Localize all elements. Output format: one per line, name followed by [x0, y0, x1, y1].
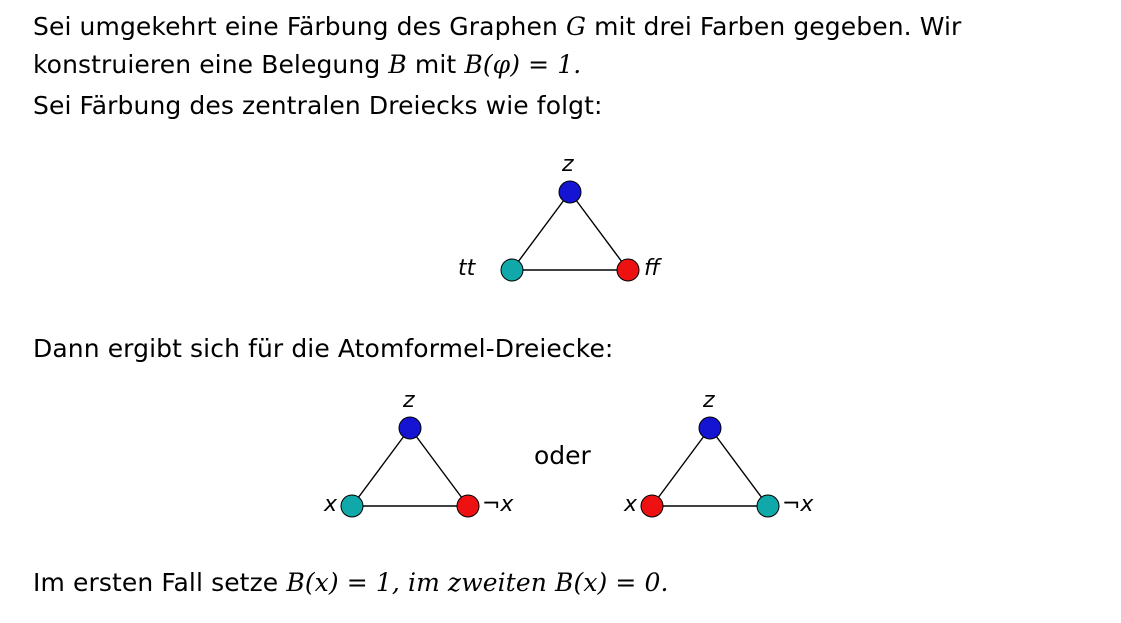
assignment-symbol-b-4: B [554, 568, 574, 597]
connector-oder: oder [534, 441, 591, 470]
paragraph-2-formula: (φ) = 1. [482, 50, 582, 79]
node-z [399, 417, 421, 439]
paragraph-5 [33, 564, 669, 602]
label-z-central: z [562, 152, 574, 177]
atom-triangle-left-svg [300, 396, 560, 526]
node-not-x [457, 495, 479, 517]
node-z [699, 417, 721, 439]
assignment-symbol-b-2: B [464, 50, 483, 79]
paragraph-2 [33, 46, 581, 84]
central-triangle-svg [440, 160, 700, 290]
node-z [559, 181, 581, 203]
label-not-x-atom-right: ¬x [782, 492, 814, 517]
node-not-x [757, 495, 779, 517]
paragraph-2-text-a: konstruieren eine Belegung [33, 50, 389, 79]
node-ff [617, 259, 639, 281]
assignment-symbol-b-1: B [388, 50, 407, 79]
central-triangle-diagram [440, 152, 700, 290]
label-z-atom-right: z [703, 388, 715, 413]
node-x [341, 495, 363, 517]
triangle-outline [512, 192, 628, 270]
label-not-x-atom-left: ¬x [482, 492, 514, 517]
label-ff: ff [644, 256, 660, 281]
paragraph-1-text-b: mit drei Farben gegeben. Wir [586, 12, 962, 41]
atom-triangle-left-diagram [300, 388, 560, 526]
paragraph-4: Dann ergibt sich für die Atomformel-Dreiecke: [33, 334, 614, 363]
triangle-outline [652, 428, 768, 506]
node-tt [501, 259, 523, 281]
paragraph-1-text-a: Sei umgekehrt eine Färbung des Graphen [33, 12, 566, 41]
paragraph-2-text-b: mit [406, 50, 465, 79]
label-z-atom-left: z [403, 388, 415, 413]
triangle-outline [352, 428, 468, 506]
label-x-atom-left: x [324, 492, 338, 517]
paragraph-5-text-a: Im ersten Fall setze [33, 568, 287, 597]
node-x [641, 495, 663, 517]
paragraph-1 [33, 8, 961, 46]
label-x-atom-right: x [624, 492, 638, 517]
atom-triangle-right-diagram [600, 388, 860, 526]
paragraph-5-formula-1: (x) = 1, im zweiten [304, 568, 555, 597]
graph-symbol-g: G [565, 12, 587, 41]
paragraph-3: Sei Färbung des zentralen Dreiecks wie folgt: [33, 91, 603, 120]
atom-triangle-right-svg [600, 396, 860, 526]
assignment-symbol-b-3: B [286, 568, 305, 597]
paragraph-5-formula-2: (x) = 0. [573, 568, 669, 597]
label-tt: tt [458, 256, 476, 281]
